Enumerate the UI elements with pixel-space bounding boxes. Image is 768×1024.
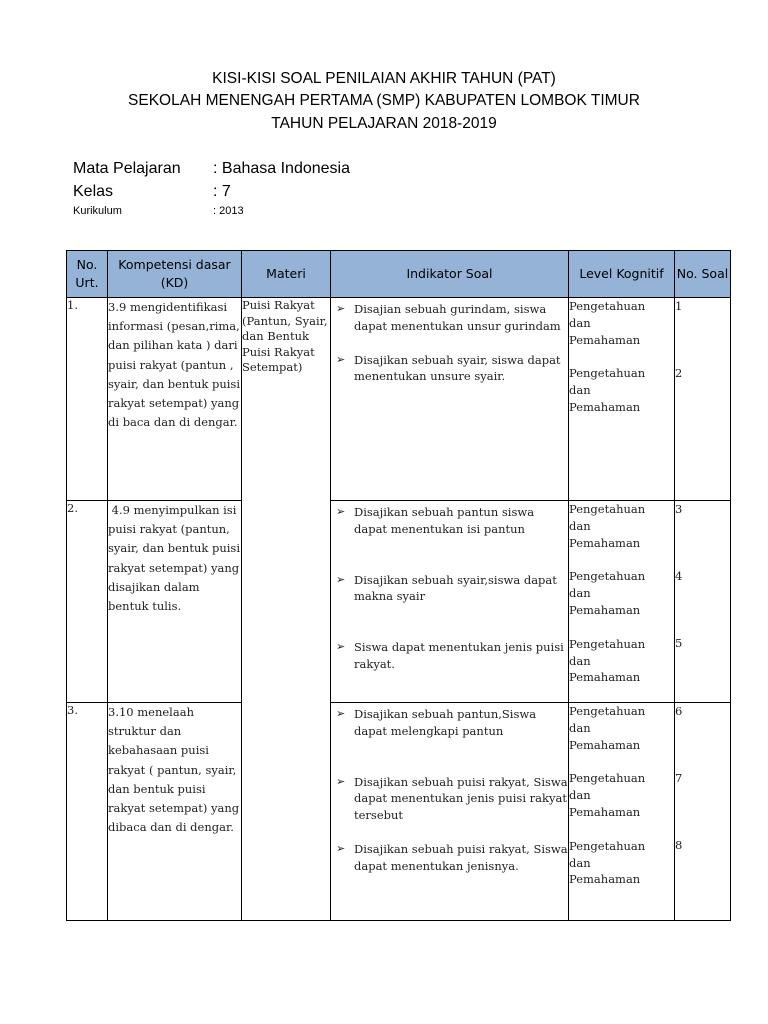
arrow-bullet-icon: ➢ [336, 352, 346, 366]
level-text: Pengetahuan dan Pemahaman [569, 502, 646, 550]
header-indikator: Indikator Soal [331, 251, 569, 298]
kd-cell: 4.9 menyimpulkan isi puisi rakyat (pantun, syair, dan bentuk puisi rakyat setempat) yang disajikan dalam bentuk tulis. [108, 501, 242, 703]
indikator-item [331, 572, 568, 606]
materi-cell: Puisi Rakyat (Pantun, Syair, dan Bentuk Puisi Rakyat Setempat) [242, 298, 331, 921]
indikator-item [331, 774, 568, 824]
no-soal-text: 4 [675, 568, 683, 583]
document-title: KISI-KISI SOAL PENILAIAN AKHIR TAHUN (PAT) [212, 70, 556, 87]
indikator-text: Disajikan sebuah pantun,Siswa dapat melengkapi pantun [354, 707, 537, 738]
header-level: Level Kognitif [569, 251, 675, 298]
indikator-text: Disajikan sebuah syair, siswa dapat menentukan unsure syair. [354, 352, 561, 384]
no-soal-text: 6 [675, 704, 683, 718]
header-kd: Kompetensi dasar (KD) [108, 251, 242, 298]
arrow-bullet-icon: ➢ [336, 707, 346, 720]
no-soal-cell [675, 703, 731, 921]
arrow-bullet-icon: ➢ [336, 505, 346, 518]
level-text: Pengetahuan dan Pemahaman [569, 771, 646, 819]
level-text: Pengetahuan dan Pemahaman [569, 299, 646, 347]
table-row [67, 703, 731, 921]
indikator-item [331, 504, 568, 538]
kd-cell: 3.9 mengidentifikasi informasi (pesan,rima, dan pilihan kata ) dari puisi rakyat (pantun , syair, dan bentuk puisi rakyat setempat) yang di baca dan di dengar. [108, 298, 242, 501]
mapel-label: Mata Pelajaran [73, 160, 181, 177]
no-soal-cell [675, 298, 731, 501]
indikator-item [331, 706, 568, 740]
indikator-text: Disajikan sebuah puisi rakyat, Siswa dapat menentukan jenis puisi rakyat tersebut [354, 774, 568, 823]
no-soal-text: 3 [675, 502, 683, 516]
header-no-urt: No. Urt. [67, 251, 108, 298]
table-row [67, 501, 731, 703]
kurikulum-label: Kurikulum [73, 205, 122, 217]
level-text: Pengetahuan dan Pemahaman [569, 704, 646, 752]
header-materi: Materi [242, 251, 331, 298]
indikator-text: Disajian sebuah gurindam, siswa dapat menentukan unsur gurindam [354, 302, 561, 333]
kurikulum-value: : 2013 [213, 205, 244, 217]
arrow-bullet-icon: ➢ [336, 774, 346, 788]
arrow-bullet-icon: ➢ [336, 640, 346, 654]
school-title: SEKOLAH MENENGAH PERTAMA (SMP) KABUPATEN LOMBOK TIMUR [128, 92, 640, 109]
indikator-text: Disajikan sebuah puisi rakyat, Siswa dapat menentukan jenisnya. [354, 841, 568, 873]
no-soal-text: 5 [675, 635, 683, 650]
kisi-kisi-table [66, 250, 731, 921]
header-no-soal: No. Soal [675, 251, 731, 298]
indikator-item [331, 639, 568, 673]
level-text: Pengetahuan dan Pemahaman [569, 838, 646, 887]
table-row [67, 298, 731, 501]
level-text: Pengetahuan dan Pemahaman [569, 366, 646, 414]
row-number: 2. [67, 501, 108, 703]
no-soal-cell [675, 501, 731, 703]
year-title: TAHUN PELAJARAN 2018-2019 [271, 115, 497, 132]
indikator-item [331, 352, 568, 386]
no-soal-text: 7 [675, 770, 683, 785]
no-soal-text: 2 [675, 365, 683, 380]
level-cell [569, 298, 675, 501]
arrow-bullet-icon: ➢ [336, 572, 346, 586]
mapel-value: : Bahasa Indonesia [213, 160, 350, 177]
no-soal-text: 8 [675, 837, 683, 852]
indikator-text: Disajikan sebuah pantun siswa dapat menentukan isi pantun [354, 505, 535, 536]
indikator-cell [331, 298, 569, 501]
arrow-bullet-icon: ➢ [336, 841, 346, 855]
indikator-cell [331, 501, 569, 703]
indikator-cell [331, 703, 569, 921]
indikator-item [331, 301, 568, 335]
level-text: Pengetahuan dan Pemahaman [569, 636, 646, 685]
kelas-label: Kelas [73, 183, 114, 200]
row-number: 3. [67, 703, 108, 921]
level-cell [569, 501, 675, 703]
kd-cell: 3.10 menelaah struktur dan kebahasaan puisi rakyat ( pantun, syair, dan bentuk puisi rakyat setempat) yang dibaca dan di dengar. [108, 703, 242, 921]
table-header-row [67, 251, 731, 298]
row-number: 1. [67, 298, 108, 501]
kelas-value: : 7 [213, 183, 231, 200]
indikator-text: Disajikan sebuah syair,siswa dapat makna syair [354, 572, 557, 604]
level-cell [569, 703, 675, 921]
arrow-bullet-icon: ➢ [336, 302, 346, 315]
no-soal-text: 1 [675, 299, 683, 313]
indikator-text: Siswa dapat menentukan jenis puisi rakyat. [354, 640, 564, 671]
indikator-item [331, 841, 568, 875]
level-text: Pengetahuan dan Pemahaman [569, 569, 646, 617]
